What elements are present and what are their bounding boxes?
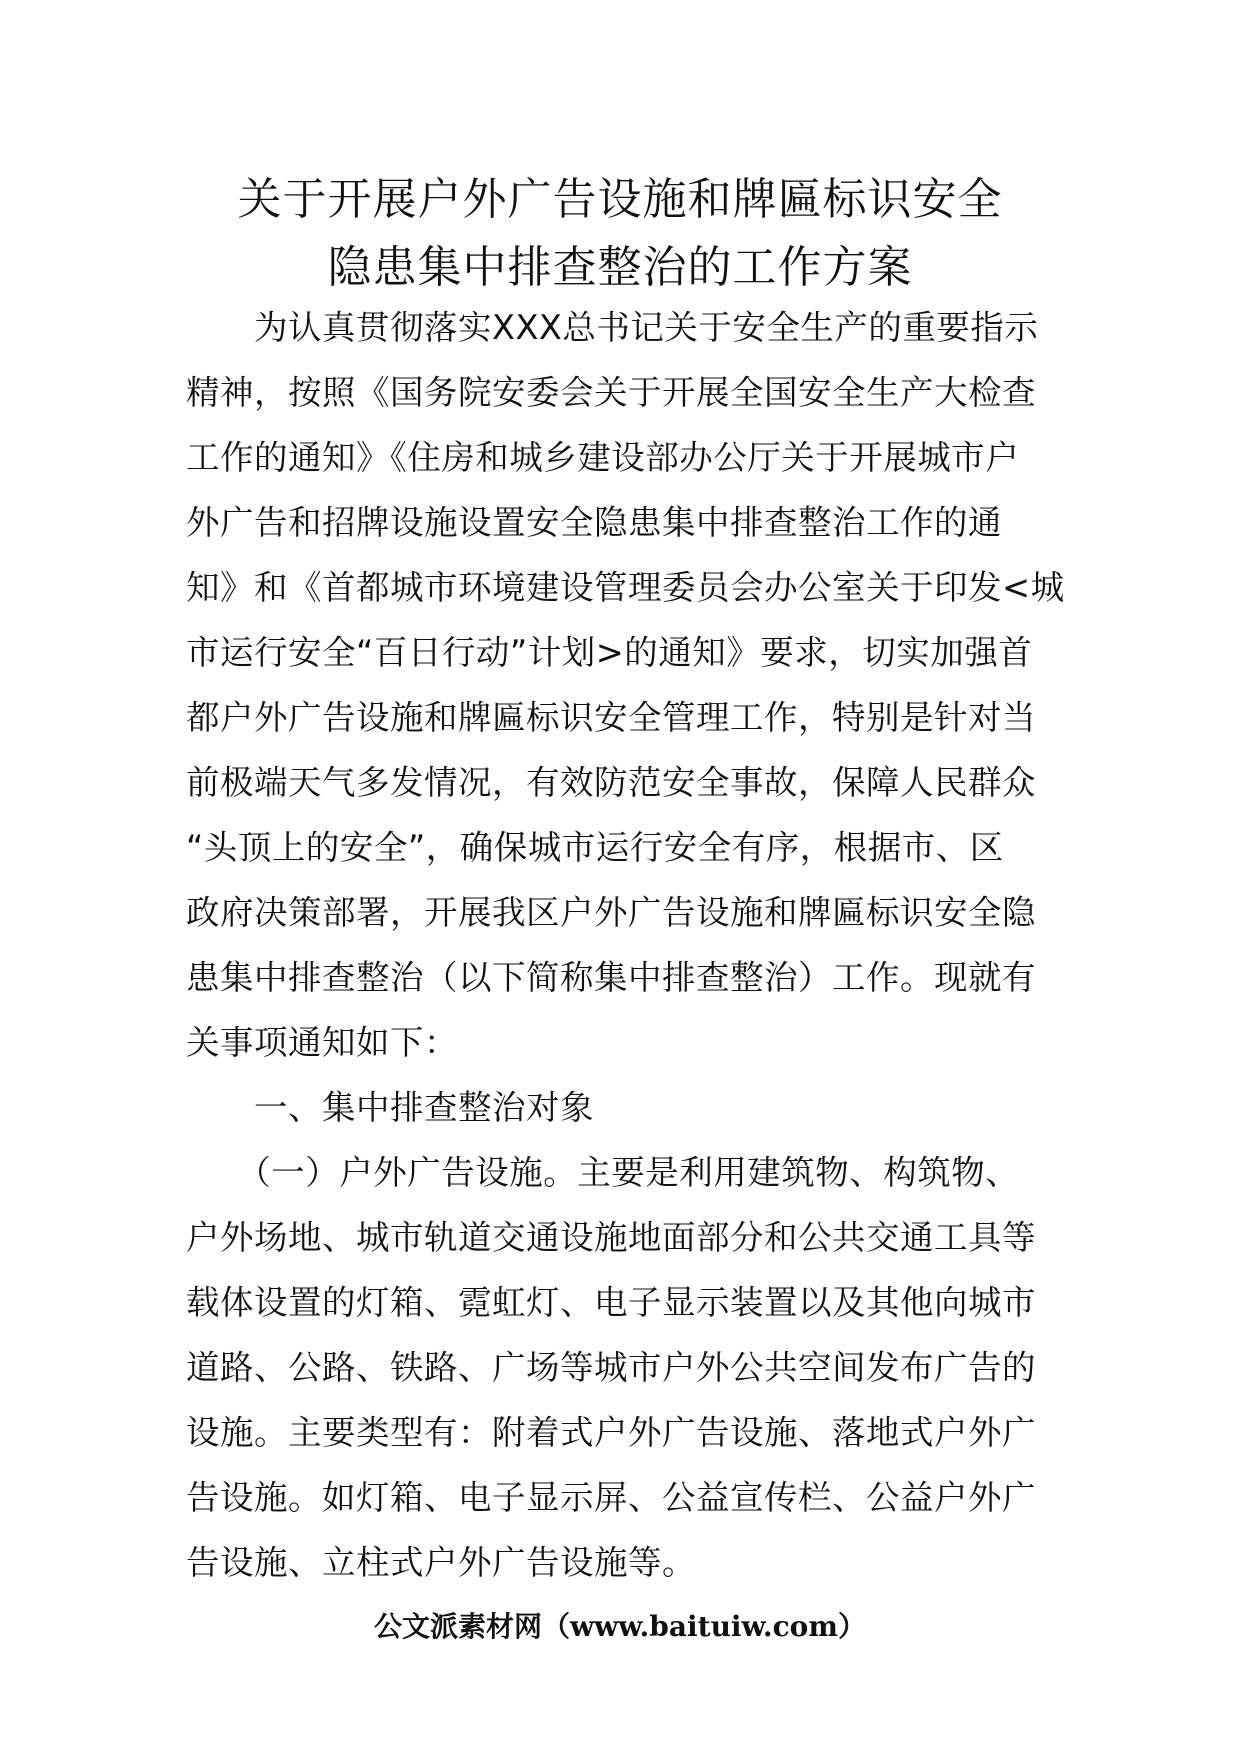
body-line: 告设施。如灯箱、电子显示屏、公益宣传栏、公益户外广 [186,1478,1036,1517]
body-line: 精神，按照《国务院安委会关于开展全国安全生产大检查 [186,373,1036,412]
section-heading: 一、集中排查整治对象 [186,1088,594,1127]
document-title [0,166,1240,302]
body-line: 前极端天气多发情况，有效防范安全事故，保障人民群众 [186,763,1036,802]
title-line-1: 关于开展户外广告设施和牌匾标识安全 [237,174,1003,225]
body-line: 政府决策部署，开展我区户外广告设施和牌匾标识安全隐 [186,893,1036,932]
body-line: （一）户外广告设施。主要是利用建筑物、构筑物、 [186,1153,1020,1192]
source-footer: 公文派素材网（www.baituiw.com） [374,1610,866,1643]
body-line: 外广告和招牌设施设置安全隐患集中排查整治工作的通 [186,503,1002,542]
body-line: 患集中排查整治（以下简称集中排查整治）工作。现就有 [186,958,1036,997]
body-line: 知》和《首都城市环境建设管理委员会办公室关于印发<城 [186,568,1065,607]
body-line: 为认真贯彻落实XXX总书记关于安全生产的重要指示 [186,308,1039,347]
body-line: 告设施、立柱式户外广告设施等。 [186,1543,696,1582]
title-line-2: 隐患集中排查整治的工作方案 [327,242,913,293]
body-line: 设施。主要类型有：附着式户外广告设施、落地式户外广 [186,1413,1036,1452]
body-line: 市运行安全“百日行动”计划>的通知》要求，切实加强首 [186,633,1033,672]
body-line: 道路、公路、铁路、广场等城市户外公共空间发布广告的 [186,1348,1036,1387]
document-body [186,295,1065,1595]
body-line: “头顶上的安全”，确保城市运行安全有序，根据市、区 [186,828,1004,867]
body-line: 载体设置的灯箱、霓虹灯、电子显示装置以及其他向城市 [186,1283,1036,1322]
body-line: 户外场地、城市轨道交通设施地面部分和公共交通工具等 [186,1218,1036,1257]
body-line: 关事项通知如下： [186,1023,458,1062]
body-line: 都户外广告设施和牌匾标识安全管理工作，特别是针对当 [186,698,1036,737]
body-line: 工作的通知》《住房和城乡建设部办公厅关于开展城市户 [186,438,1020,477]
